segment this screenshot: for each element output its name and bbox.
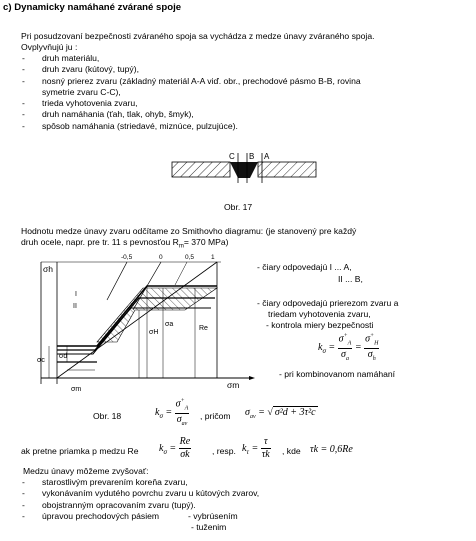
kc-combined-formula: $k_\sigma$ = $\sigma^+_A$ $\sigma_{av}$	[155, 398, 189, 427]
pricom-text: , pričom	[200, 411, 231, 421]
improve-sub-1: - vybrúsením	[188, 511, 238, 521]
note-2a: - čiary odpovedajú prierezom zvaru a	[257, 298, 399, 308]
note-3: - kontrola miery bezpečnosti	[266, 320, 374, 330]
factor-list	[21, 53, 361, 132]
sigma-h-dim-label: σH	[149, 329, 159, 336]
kde-text: , kde	[282, 446, 301, 456]
plate-left	[172, 162, 230, 177]
improve-title: Medzu únavy môžeme zvyšovať:	[23, 466, 149, 476]
sigma-a-label: σa	[165, 321, 174, 328]
figure-17-caption: Obr. 17	[224, 202, 253, 212]
weld-bead	[230, 162, 258, 178]
tick-label: 1	[211, 254, 215, 261]
note-1b: II ... B,	[338, 274, 363, 284]
sigma-h-label: σh	[43, 264, 53, 274]
note-1a: - čiary odpovedajú I ... A,	[257, 262, 352, 272]
resp-text: , resp.	[212, 446, 236, 456]
improve-sub-2: - tuženim	[191, 522, 227, 532]
kc-re-formula: $k_\sigma$ = $\frac{Re}{\sigma k}$	[159, 436, 191, 460]
sigma-m-axis-label: σm	[227, 380, 240, 390]
intro-line-1: Pri posudzovaní bezpečnosti zváraného spoja sa vychádza z medze únavy zváraného spoja.	[21, 31, 375, 41]
list-item: - druh materiálu,	[21, 53, 361, 64]
list-item: - druh zvaru (kútový, tupý),	[21, 64, 361, 75]
smith-text-2: druh ocele, napr. pre tr. 11 s pevnosťou $R_m= 370$ MPa)	[21, 237, 229, 250]
tick-label: -0,5	[121, 254, 133, 261]
note-4: - pri kombinovanom namáhaní	[279, 369, 396, 379]
re-label: Re	[199, 325, 208, 332]
section-heading: c) Dynamicky namáhané zvárané spoje	[3, 2, 182, 13]
tick-label: 0,5	[185, 254, 195, 261]
list-item: - úpravou prechodových pásiem	[21, 511, 259, 522]
tk-formula: τk = 0,6Re	[310, 444, 353, 455]
label-b: B	[249, 152, 255, 161]
curve-II-label: II	[73, 303, 77, 310]
note-2b: triedam vyhotovenia zvaru,	[268, 309, 371, 319]
sigma-av-formula: $\sigma_{av}$ = √ σ²d + 3τ²c	[245, 407, 316, 420]
label-a: A	[264, 152, 270, 161]
curve-I-label: I	[75, 291, 77, 298]
safety-formula: $k_\sigma$ = $\frac{\sigma^+_A}{\sigma_a}$ = $\frac{\sigma^+_H}{\sigma_h}$	[318, 333, 379, 362]
list-item: - nosný prierez zvaru (základný materiál A-A viď. obr., prechodové pásmo B-B, rovina	[21, 76, 361, 87]
list-item: - starostlivým prevarením koreňa zvaru,	[21, 477, 259, 488]
list-item: - druh namáhania (ťah, tlak, ohyb, šmyk),	[21, 109, 361, 120]
sigma-m-dim-label: σm	[71, 386, 82, 393]
list-item: symetrie zvaru C-C),	[42, 86, 121, 97]
sqrt-sign: √	[267, 407, 273, 418]
sigma-c-label: σc	[37, 357, 45, 364]
tick-label: 0	[159, 254, 163, 261]
list-item: - spôsob namáhania (striedavé, miznúce, pulzujúce).	[21, 121, 361, 132]
sigma-d-label: σd	[59, 353, 68, 360]
list-item: - obojstranným opracovaním zvaru (tupý).	[21, 500, 259, 511]
list-item: - vykonávaním vydutého povrchu zvaru u kútových zvarov,	[21, 488, 259, 499]
figure-18-caption: Obr. 18	[93, 411, 122, 421]
plate-right	[258, 162, 316, 177]
kt-formula: $k_\tau$ = $\frac{\tau}{\tau k}$	[242, 436, 270, 460]
label-c: C	[229, 152, 235, 161]
list-item: - trieda vyhotovenia zvaru,	[21, 98, 361, 109]
smith-diagram	[35, 250, 255, 400]
intro-line-2: Ovplyvňujú ju :	[21, 42, 78, 52]
pretne-text: ak pretne priamka p medzu Re	[21, 446, 139, 456]
smith-text-1: Hodnotu medze únavy zvaru odčítame zo Smithovho diagramu: (je stanovený pre každý	[21, 226, 357, 236]
